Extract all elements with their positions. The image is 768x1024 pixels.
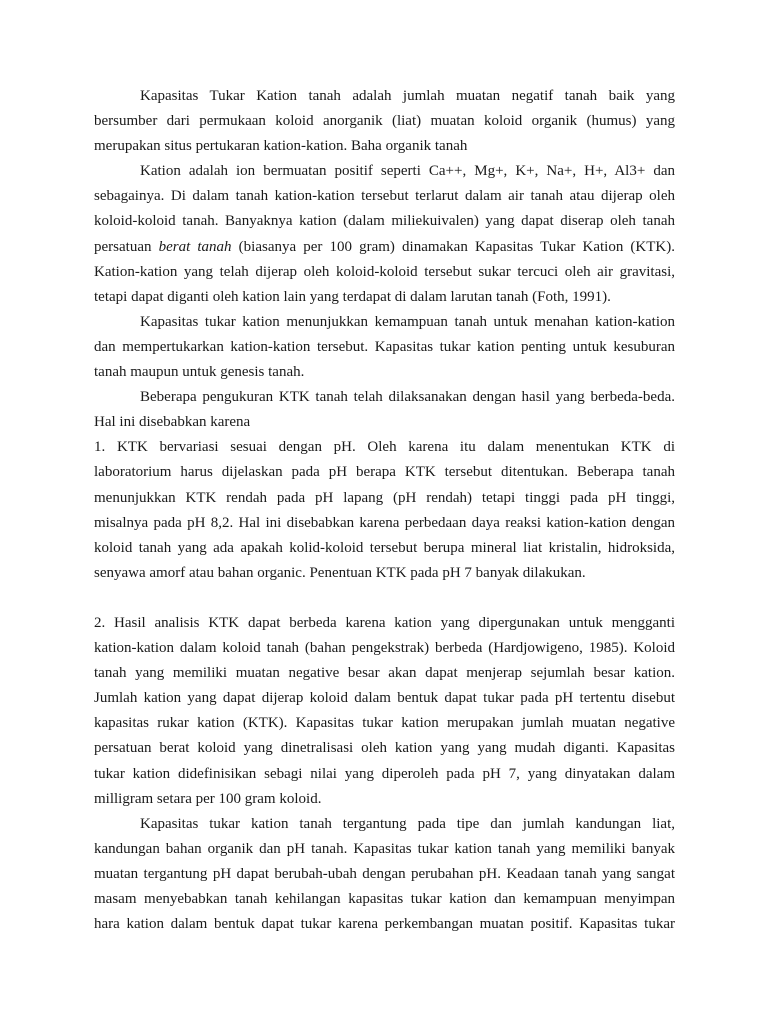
paragraph-ktk-definition (94, 84, 675, 159)
text-line: koloid tanah yang ada apakah kolid-koloid tersebut berupa mineral liat kristalin, hidroksida, (94, 539, 675, 556)
text-line: Beberapa pengukuran KTK tanah telah dilaksanakan dengan hasil yang berbeda-beda. (140, 389, 675, 406)
text-line: senyawa amorf atau bahan organic. Penentuan KTK pada pH 7 banyak dilakukan. (94, 564, 586, 581)
paragraph-kemampuan (94, 310, 675, 385)
paragraph-spacer (94, 586, 675, 611)
text-line: 1. KTK bervariasi sesuai dengan pH. Oleh karena itu dalam menentukan KTK di (94, 439, 675, 456)
paragraph-kation (94, 159, 675, 310)
text-line: kandungan bahan organik dan pH tanah. Kapasitas tukar kation tanah yang memiliki banyak (94, 840, 675, 857)
text-line: merupakan situs pertukaran kation-kation. Baha organik tanah (94, 138, 468, 155)
text-line: tukar kation didefinisikan sebagi nilai yang diperoleh pada pH 7, yang dinyatakan dalam (94, 765, 675, 782)
text-line: tanah maupun untuk genesis tanah. (94, 364, 305, 381)
text-line: Kation adalah ion bermuatan positif seperti Ca++, Mg+, K+, Na+, H+, Al3+ dan (140, 163, 675, 180)
list-item-2 (94, 611, 675, 812)
text-line: Hal ini disebabkan karena (94, 414, 251, 431)
text-segment: (biasanya per 100 gram) dinamakan Kapasitas Tukar Kation (KTK). (238, 238, 675, 255)
text-line: milligram setara per 100 gram koloid. (94, 790, 322, 807)
italic-term: berat tanah (158, 238, 232, 255)
list-item-1 (94, 435, 675, 586)
text-segment: persatuan (94, 238, 152, 255)
text-line: bersumber dari permukaan koloid anorganik (liat) muatan koloid organik (humus) yang (94, 113, 675, 130)
text-line: koloid-koloid tanah. Banyaknya kation (dalam miliekuivalen) yang dapat diserap oleh tanah (94, 213, 675, 230)
text-line: masam menyebabkan tanah kehilangan kapasitas tukar kation dan kemampuan menyimpan (94, 891, 675, 907)
text-line: kation-kation dalam koloid tanah (bahan pengekstrak) berbeda (Hardjowigeno, 1985). Koloid (94, 640, 675, 657)
text-line: Jumlah kation yang dapat dijerap koloid dalam bentuk dapat tukar pada pH tertentu disebut (94, 690, 675, 707)
paragraph-ketergantungan (94, 812, 675, 937)
paragraph-pengukuran (94, 385, 675, 435)
text-line: kapasitas rukar kation (KTK). Kapasitas tukar kation merupakan jumlah muatan negative (94, 715, 675, 732)
text-line (94, 235, 675, 260)
text-line: sebagainya. Di dalam tanah kation-kation tersebut terlarut dalam air tanah atau dijerap oleh (94, 188, 675, 205)
text-line: Kapasitas tukar kation menunjukkan kemampuan tanah untuk menahan kation-kation (140, 313, 675, 330)
text-line: muatan tergantung pH dapat berubah-ubah dengan perubahan pH. Keadaan tanah yang sangat (94, 865, 675, 882)
text-line: Kapasitas Tukar Kation tanah adalah jumlah muatan negatif tanah baik yang (140, 88, 675, 104)
text-line: misalnya pada pH 8,2. Hal ini disebabkan karena perbedaan daya reaksi kation-kation dengan (94, 514, 675, 531)
text-line: tanah yang memiliki muatan negative besar akan dapat menjerap sejumlah besar kation. (94, 665, 675, 682)
text-line: tetapi dapat diganti oleh kation lain yang terdapat di dalam larutan tanah (Foth, 1991). (94, 288, 611, 305)
text-line: menunjukkan KTK rendah pada pH lapang (pH rendah) tetapi tinggi pada pH tinggi, (94, 489, 675, 506)
text-line: 2. Hasil analisis KTK dapat berbeda karena kation yang dipergunakan untuk mengganti (94, 614, 675, 631)
text-line: hara kation dalam bentuk dapat tukar karena perkembangan muatan positif. Kapasitas tukar (94, 916, 675, 933)
text-line: dan mempertukarkan kation-kation tersebut. Kapasitas tukar kation penting untuk kesuburan (94, 338, 675, 355)
text-line: Kation-kation yang telah dijerap oleh koloid-koloid tersebut sukar tercuci oleh air gravitasi, (94, 263, 675, 280)
text-line: Kapasitas tukar kation tanah tergantung pada tipe dan jumlah kandungan liat, (140, 815, 675, 832)
text-line: laboratorium harus dijelaskan pada pH berapa KTK tersebut ditentukan. Beberapa tanah (94, 464, 675, 481)
text-line: persatuan berat koloid yang dinetralisasi oleh kation yang yang mudah diganti. Kapasitas (94, 740, 675, 757)
